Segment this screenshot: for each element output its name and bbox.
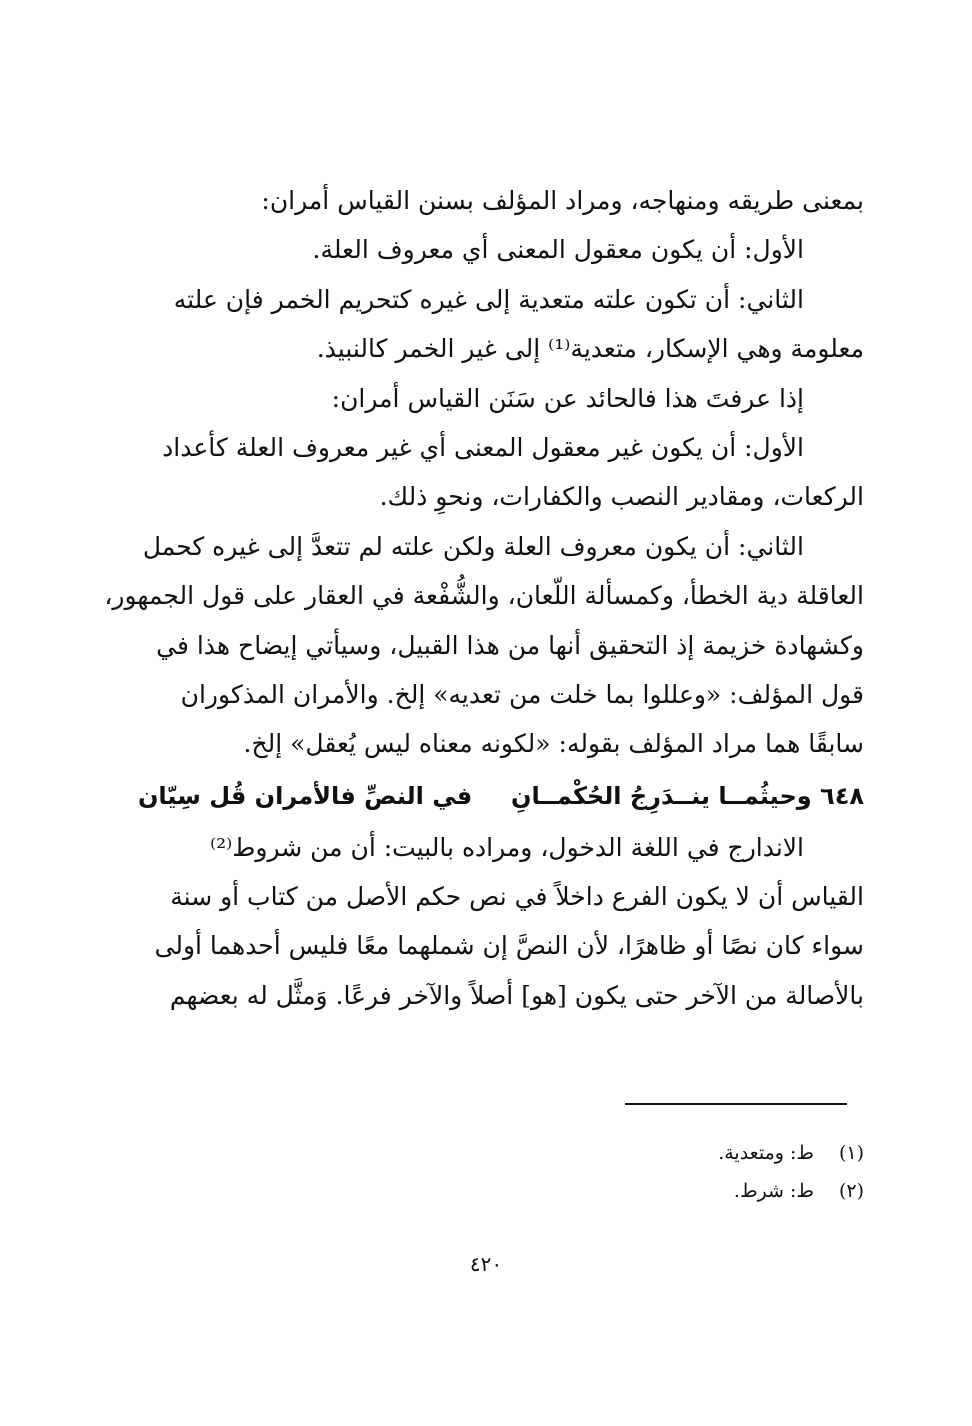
commentary-line-2: القياس أن لا يكون الفرع داخلاً في نص حكم الأصل من كتاب أو سنة (170, 882, 864, 912)
footnote-1 (100, 1134, 864, 1172)
footnote-number: (٢) (838, 1180, 864, 1202)
footnote-2 (100, 1172, 864, 1210)
body-line-4: معلومة وهي الإسكار، متعدية⁽¹⁾ إلى غير الخمر كالنبيذ. (316, 334, 864, 364)
body-line-12: سابقًا هما مراد المؤلف بقوله: «لكونه معناه ليس يُعقل» إلخ. (243, 729, 864, 759)
body-line-6: الأول: أن يكون غير معقول المعنى أي غير معروف العلة كأعداد (162, 432, 804, 462)
verse-first-hemistich: وحيثُمــا ينــدَرِجُ الحُكْمــانِ (510, 781, 812, 810)
body-line-5: إذا عرفتَ هذا فالحائد عن سَنَن القياس أمران: (331, 383, 804, 413)
commentary-line-1: الاندارج في اللغة الدخول، ومراده بالبيت: أن من شروط⁽²⁾ (209, 832, 804, 862)
footnote-separator (625, 1103, 847, 1105)
footnote-number: (١) (838, 1142, 864, 1164)
body-line-8: الثاني: أن يكون معروف العلة ولكن علته لم تتعدَّ إلى غيره كحمل (142, 531, 804, 561)
footnotes (100, 1134, 864, 1210)
body-line-2: الأول: أن يكون معقول المعنى أي معروف العلة. (312, 235, 804, 265)
body-line-11: قول المؤلف: «وعللوا بما خلت من تعديه» إلخ. والأمران المذكوران (180, 679, 864, 709)
footnote-text: ط: ومتعدية. (718, 1142, 814, 1164)
body-line-9: العاقلة دية الخطأ، وكمسألة اللّعان، والشُّفْعة في العقار على قول الجمهور، (104, 581, 864, 611)
main-text (100, 176, 864, 1020)
body-line-10: وكشهادة خزيمة إذ التحقيق أنها من هذا القبيل، وسيأتي إيضاح هذا في (156, 630, 864, 660)
commentary-line-4: بالأصالة من الآخر حتى يكون [هو] أصلاً والآخر فرعًا. وَمثَّل له بعضهم (169, 980, 864, 1010)
footnote-text: ط: شرط. (733, 1180, 814, 1202)
page-number: ٤٢٠ (469, 1252, 503, 1276)
commentary-line-3: سواء كان نصًا أو ظاهرًا، لأن النصَّ إن شملهما معًا فليس أحدهما أولى (154, 931, 864, 961)
body-line-3: الثاني: أن تكون علته متعدية إلى غيره كتحريم الخمر فإن علته (173, 284, 804, 314)
verse-number: ٦٤٨ (820, 781, 864, 810)
body-line-1: بمعنى طريقه ومنهاجه، ومراد المؤلف بسنن القياس أمران: (261, 186, 864, 215)
verse-line (100, 769, 864, 823)
verse-second-hemistich: في النصِّ فالأمران قُل سِيّان (137, 781, 473, 810)
body-line-7: الركعات، ومقادير النصب والكفارات، ونحوِ ذلك. (379, 482, 864, 512)
